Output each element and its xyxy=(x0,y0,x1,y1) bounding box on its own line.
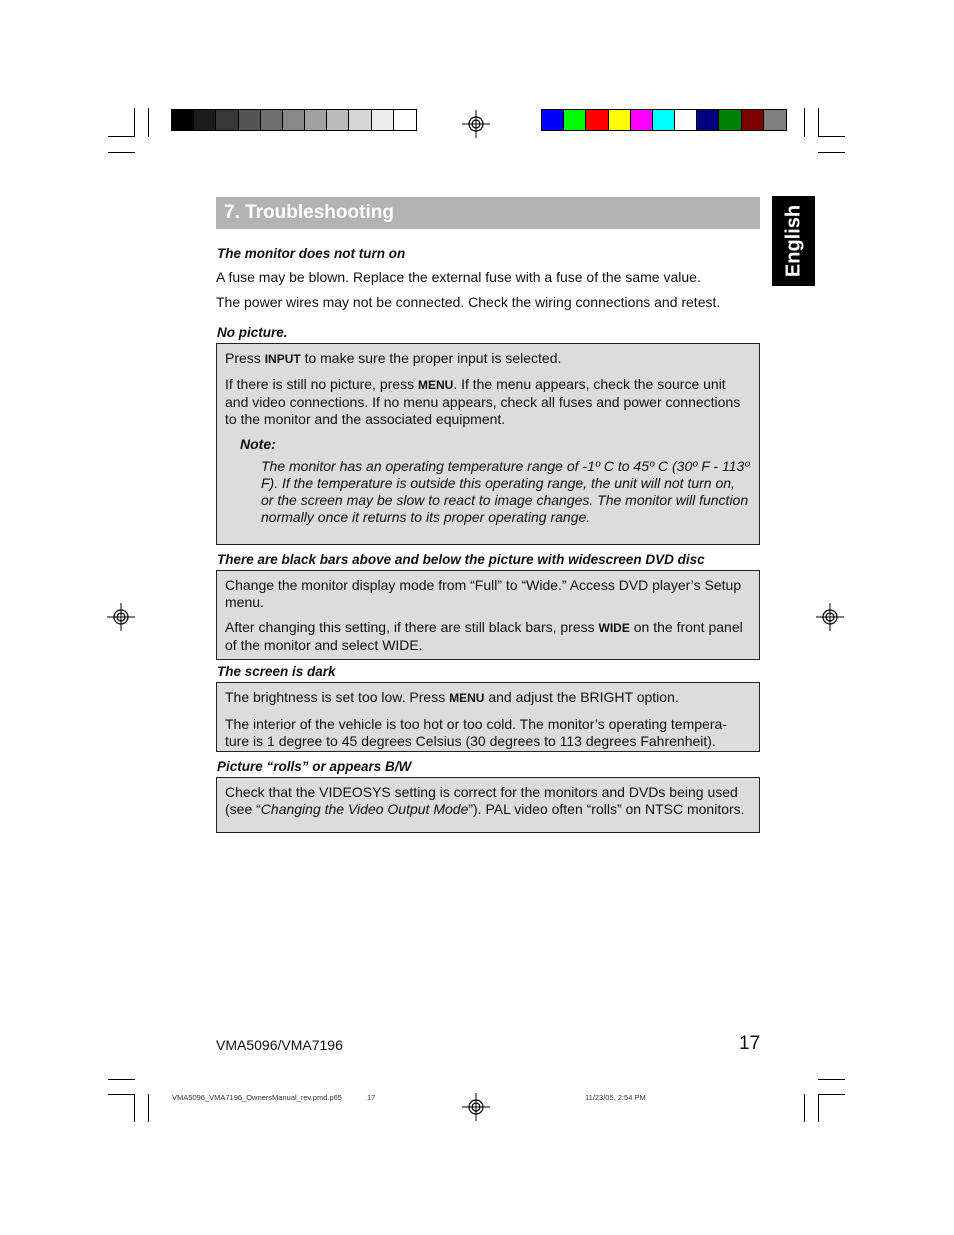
crop-mark xyxy=(148,108,149,137)
color-swatch xyxy=(239,110,261,130)
info-box xyxy=(216,777,760,833)
box-paragraph: After changing this setting, if there are still black bars, press WIDE on the front panel of the monitor and select WIDE. xyxy=(225,619,743,653)
color-swatch xyxy=(631,110,653,130)
color-swatch xyxy=(261,110,283,130)
section-heading: No picture. xyxy=(217,325,288,340)
color-swatch xyxy=(675,110,697,130)
color-swatch xyxy=(719,110,741,130)
slug-filename: VMA5096_VMA7196_OwnersManual_rev.pmd.p65 xyxy=(172,1093,342,1102)
info-box xyxy=(216,570,760,660)
model-number: VMA5096/VMA7196 xyxy=(216,1037,343,1053)
note-heading: Note: xyxy=(240,436,276,452)
box-paragraph: The brightness is set too low. Press MENU and adjust the BRIGHT option. xyxy=(225,689,679,705)
box-paragraph: Check that the VIDEOSYS setting is correct for the monitors and DVDs being used (see “Changing the Video Output Mode”). PAL video often “rolls” on NTSC monitors. xyxy=(225,784,745,817)
crop-mark xyxy=(134,108,135,137)
section-heading: The monitor does not turn on xyxy=(217,246,406,261)
info-box xyxy=(216,682,760,752)
crop-mark xyxy=(818,1094,845,1095)
crop-mark xyxy=(804,1094,805,1122)
section-heading: Picture “rolls” or appears B/W xyxy=(217,759,412,774)
color-swatch xyxy=(216,110,238,130)
body-text: The power wires may not be connected. Check the wiring connections and retest. xyxy=(216,294,721,310)
grayscale-calibration-strip xyxy=(171,109,417,131)
crop-mark xyxy=(818,1079,845,1080)
slug-date: 11/23/05, 2:54 PM xyxy=(585,1093,646,1102)
box-paragraph: If there is still no picture, press MENU. If the menu appears, check the source unit and video connections. If no menu appears, check all fuses and power connections to the monitor and the associated equipment. xyxy=(225,376,741,427)
color-swatch xyxy=(564,110,586,130)
page-title: 7. Troubleshooting xyxy=(216,197,760,229)
section-heading: There are black bars above and below the picture with widescreen DVD disc xyxy=(217,552,705,567)
box-paragraph: Press INPUT to make sure the proper input is selected. xyxy=(225,350,562,366)
crop-mark xyxy=(818,136,845,137)
color-swatch xyxy=(305,110,327,130)
color-swatch xyxy=(283,110,305,130)
crop-mark xyxy=(818,1094,819,1122)
color-swatch xyxy=(394,110,416,130)
note-text: The monitor has an operating temperature range of -1º C to 45º C (30º F - 113º F). If the temperature is outside this operating range, the unit will not turn on, or the screen may be slow to react to image changes. The monitor will function normally once it returns to its proper operating range. xyxy=(261,458,750,525)
section-heading: The screen is dark xyxy=(217,664,336,679)
crop-mark xyxy=(108,136,135,137)
key-label: INPUT xyxy=(264,352,301,366)
color-swatch xyxy=(172,110,194,130)
crop-mark xyxy=(148,1094,149,1122)
box-paragraph: The interior of the vehicle is too hot or too cold. The monitor’s operating tempera-ture is 1 degree to 45 degrees Celsius (30 degrees to 113 degrees Fahrenheit). xyxy=(225,716,727,749)
crop-mark xyxy=(134,1094,135,1122)
color-swatch xyxy=(349,110,371,130)
crop-mark xyxy=(818,108,819,137)
cross-reference: Changing the Video Output Mode xyxy=(260,801,469,817)
color-swatch xyxy=(742,110,764,130)
crop-mark xyxy=(108,1079,135,1080)
crop-mark xyxy=(108,1094,135,1095)
registration-mark-icon xyxy=(816,603,844,631)
key-label: WIDE xyxy=(598,621,630,635)
color-swatch xyxy=(372,110,394,130)
info-box xyxy=(216,343,760,545)
color-swatch xyxy=(542,110,564,130)
color-swatch xyxy=(586,110,608,130)
language-tab xyxy=(772,196,815,286)
registration-mark-icon xyxy=(462,1093,490,1121)
color-swatch xyxy=(653,110,675,130)
body-text: A fuse may be blown. Replace the external fuse with a fuse of the same value. xyxy=(216,269,701,285)
crop-mark xyxy=(804,108,805,137)
key-label: MENU xyxy=(449,691,485,705)
language-tab-label: English xyxy=(782,204,804,278)
color-swatch xyxy=(194,110,216,130)
key-label: MENU xyxy=(417,378,454,392)
crop-mark xyxy=(818,152,845,153)
slug-page: 17 xyxy=(367,1093,376,1102)
color-swatch xyxy=(764,110,786,130)
color-calibration-strip xyxy=(541,109,787,131)
color-swatch xyxy=(609,110,631,130)
page-number: 17 xyxy=(739,1033,761,1054)
color-swatch xyxy=(327,110,349,130)
registration-mark-icon xyxy=(107,603,135,631)
color-swatch xyxy=(697,110,719,130)
registration-mark-icon xyxy=(462,110,490,138)
crop-mark xyxy=(108,152,135,153)
box-paragraph: Change the monitor display mode from “Full” to “Wide.” Access DVD player’s Setup menu. xyxy=(225,577,742,610)
